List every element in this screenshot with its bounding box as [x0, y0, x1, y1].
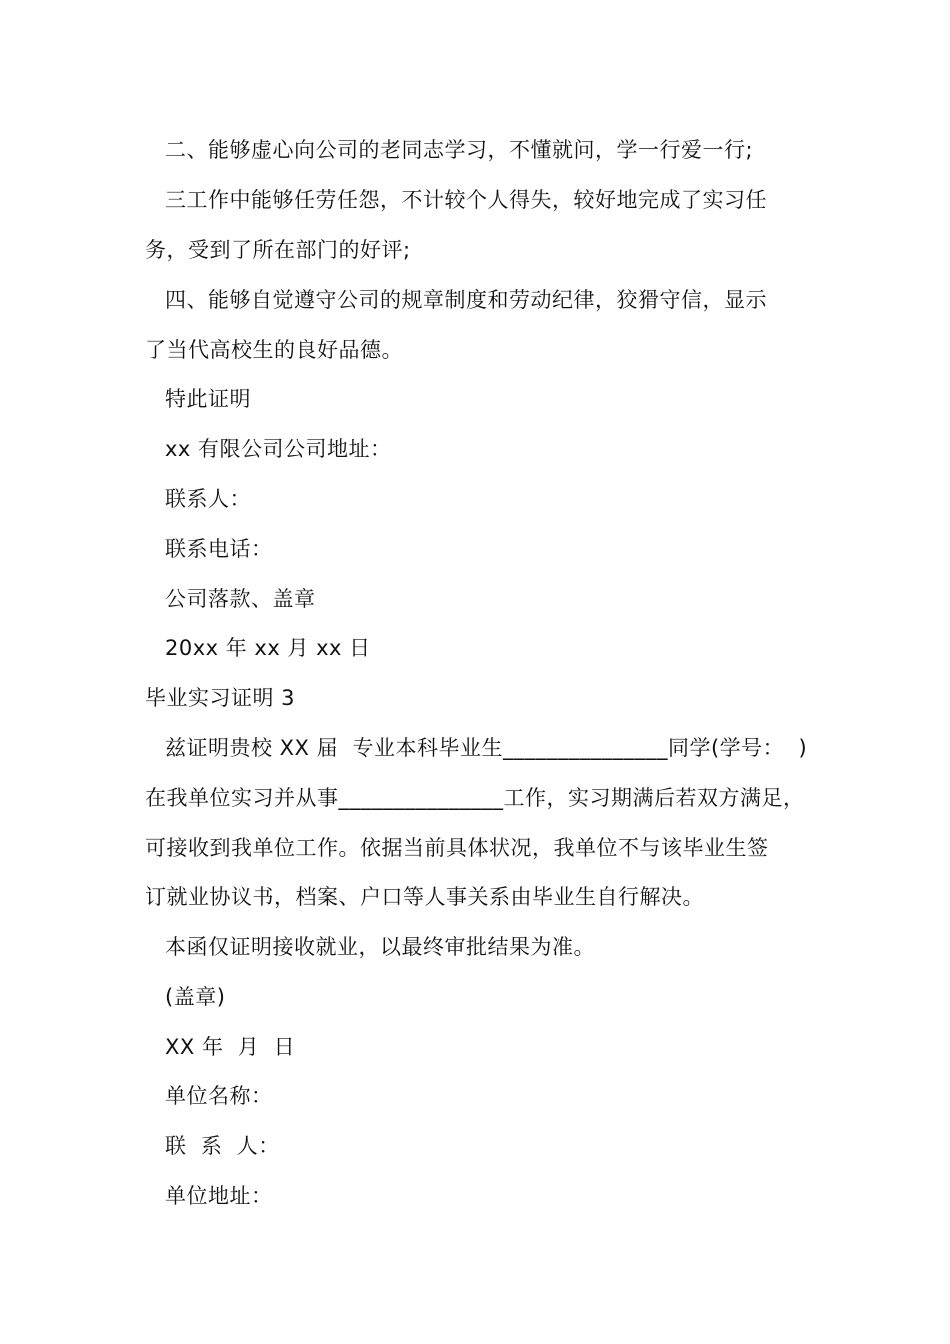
contact-person-line: 联系人： — [165, 487, 251, 511]
certify-line: 特此证明 — [165, 387, 251, 411]
seal-line: (盖章) — [165, 985, 226, 1009]
paragraph-line: 兹证明贵校 XX 届 专业本科毕业生_______________同学(学号： ) — [165, 736, 808, 760]
paragraph-line: 可接收到我单位工作。依据当前具体状况，我单位不与该毕业生签 — [145, 836, 769, 860]
paragraph-line: 三工作中能够任劳任怨，不计较个人得失，较好地完成了实习任 — [165, 188, 767, 212]
date-line: 20xx 年 xx 月 xx 日 — [165, 636, 371, 660]
paragraph-line: 在我单位实习并从事_______________工作，实习期满后若双方满足， — [145, 786, 805, 810]
contact-phone-line: 联系电话： — [165, 537, 273, 561]
paragraph-line: 二、能够虚心向公司的老同志学习，不懂就问，学一行爱一行; — [165, 138, 754, 162]
paragraph-line: 本函仅证明接收就业，以最终审批结果为准。 — [165, 935, 595, 959]
paragraph-line: 了当代高校生的良好品德。 — [145, 338, 403, 362]
contact-person-line: 联 系 人： — [165, 1134, 280, 1158]
paragraph-line: 务，受到了所在部门的好评; — [145, 238, 411, 262]
section-title: 毕业实习证明 3 — [145, 686, 296, 710]
date-line: XX 年 月 日 — [165, 1035, 296, 1059]
company-address-line: xx 有限公司公司地址： — [165, 437, 392, 461]
paragraph-line: 四、能够自觉遵守公司的规章制度和劳动纪律，狡猾守信，显示 — [165, 288, 767, 312]
unit-address-line: 单位地址： — [165, 1184, 273, 1208]
unit-name-line: 单位名称： — [165, 1084, 273, 1108]
paragraph-line: 订就业协议书，档案、户口等人事关系由毕业生自行解决。 — [145, 885, 704, 909]
company-seal-line: 公司落款、盖章 — [165, 587, 316, 611]
